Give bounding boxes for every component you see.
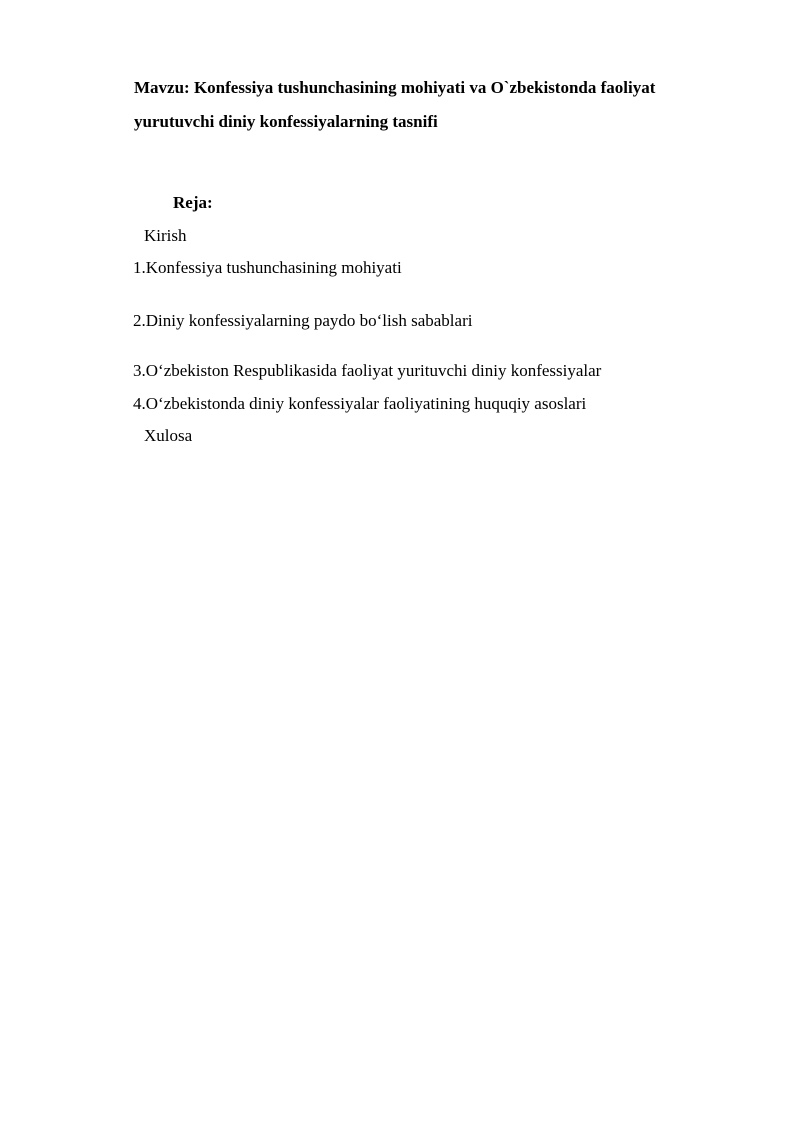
plan-conclusion: Xulosa [144,426,193,445]
document-title-line-1: Mavzu: Konfessiya tushunchasining mohiyati va O`zbekistonda faoliyat [134,78,656,97]
plan-intro: Kirish [144,226,187,245]
plan-item-4: 4.O‘zbekistonda diniy konfessiyalar faoliyatining huquqiy asoslari [133,394,587,413]
plan-item-3: 3.O‘zbekiston Respublikasida faoliyat yurituvchi diniy konfessiyalar [133,361,602,380]
plan-heading: Reja: [173,193,213,212]
plan-item-2: 2.Diniy konfessiyalarning paydo bo‘lish sabablari [133,311,473,330]
document-title-line-2: yurutuvchi diniy konfessiyalarning tasnifi [134,112,438,131]
plan-item-1: 1.Konfessiya tushunchasining mohiyati [133,258,402,277]
